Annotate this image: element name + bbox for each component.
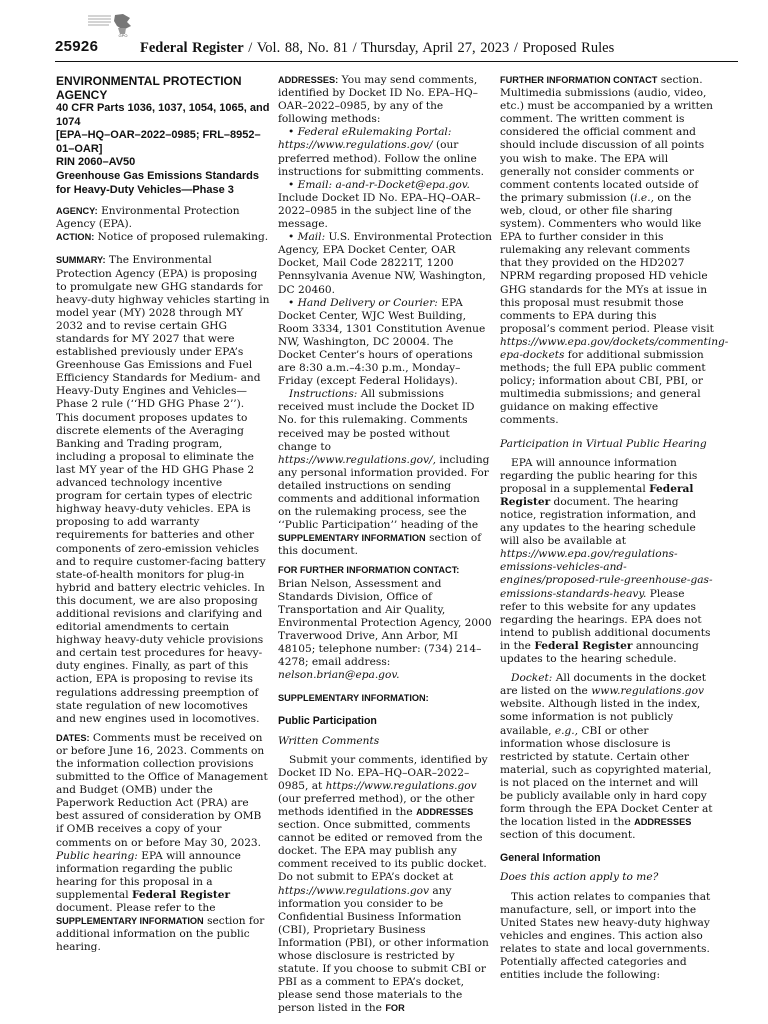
regulations-link-2[interactable]: https://www.regulations.gov: [278, 884, 430, 897]
cfr-parts: 40 CFR Parts 1036, 1037, 1054, 1065, and 1074: [56, 102, 270, 128]
bullet-portal: • Federal eRulemaking Portal: https://www.regulations.gov/ (our preferred method). Follow the online instructions for submitting comments.: [278, 126, 485, 178]
email-link[interactable]: a-and-r-Docket@epa.gov.: [335, 178, 470, 191]
publication-name: Federal Register: [140, 40, 244, 56]
written-comments-paragraph: Submit your comments, identified by Docket ID No. EPA–HQ–OAR–2022–0985, at https://www.regulations.gov (our preferred method), or the other methods identified in the ADDRESSES section. Once submitted, comments cannot be edited or removed from the docket. The EPA may publish any comment received to its public docket. Do not submit to EPA’s docket at https://www.regulations.gov any information you consider to be Confidential Business Information (CBI), Proprietary Business Information (PBI), or other information whose disclosure is restricted by statute. If you choose to submit CBI or PBI as a comment to EPA’s docket, please send those materials to the person listed in the FOR: [278, 753, 489, 1015]
apply-paragraph: This action relates to companies that manufacture, sell, or import into the United States new heavy-duty highway vehicles and engines. This action also relates to state and local governments. Potentially affected categories and entities include the following:: [500, 890, 711, 982]
regulations-link[interactable]: https://www.regulations.gov: [325, 779, 477, 792]
rule-title: Greenhouse Gas Emissions Standards for Heavy-Duty Vehicles—Phase 3: [56, 169, 259, 196]
bullet-email: • Email: a-and-r-Docket@epa.gov. Include Docket ID No. EPA–HQ–OAR–2022–0985 in the subject line of the message.: [278, 178, 481, 231]
agency-line: AGENCY: Environmental Protection Agency (EPA).: [56, 205, 240, 231]
dates-paragraph: DATES: Comments must be received on or before June 16, 2023. Comments on the information collection provisions submitted to the Office of Management and Budget (OMB) under the Paperwork Reduction Act (PRA) are best assured of consideration by OMB if OMB receives a copy of your comments on or before May 30, 2023. Public hearing: EPA will announce information regarding the public hearing for this proposal in a supplemental Federal Register document. Please refer to the SUPPLEMENTARY INFORMATION section for additional information on the public hearing.: [56, 731, 268, 954]
instructions-link[interactable]: https://www.regulations.gov/,: [278, 453, 436, 466]
summary-paragraph: SUMMARY: The Environmental Protection Agency (EPA) is proposing to promulgate new GHG standards for heavy-duty highway vehicles starting in model year (MY) 2028 through MY 2032 and to revise certain GHG standards for MY 2027 that were established previously under EPA’s Greenhouse Gas Emissions and Fuel Efficiency Standards for Medium- and Heavy-Duty Engines and Vehicles—Phase 2 rule (‘‘HD GHG Phase 2’’). This document proposes updates to discrete elements of the Averaging Banking and Trading program, including a proposal to eliminate the last MY year of the HD GHG Phase 2 advanced technology incentive program for certain types of electric highway heavy-duty vehicles. EPA is proposing to add warranty requirements for batteries and other components of zero-emission vehicles and to require customer-facing battery state-of-health monitors for plug-in hybrid and battery electric vehicles. In this document, we are also proposing additional revisions and clarifying and editorial amendments to certain highway heavy-duty vehicle provisions and certain test procedures for heavy-duty engines. Finally, as part of this action, EPA is proposing to revise its regulations addressing preemption of state regulation of new locomotives and new engines used in locomotives.: [56, 254, 270, 725]
svg-text:GPO: GPO: [118, 33, 128, 38]
instructions-paragraph: Instructions: All submissions received must include the Docket ID No. for this rulemaking. Comments received may be posted without change to https://www.regulations.gov/, including any personal information provided. For detailed instructions on sending comments and additional information on the rulemaking process, see the ‘‘Public Participation’’ heading of the SUPPLEMENTARY INFORMATION section of this document.: [278, 388, 490, 558]
virtual-hearing-heading: Participation in Virtual Public Hearing: [500, 437, 707, 450]
general-information-heading: General Information: [500, 852, 601, 865]
virtual-hearing-paragraph: EPA will announce information regarding the public hearing for this proposal in a supplemental Federal Register document. The hearing notice, registration information, and any updates to the hearing schedule will also be available at https://www.epa.gov/regulations-emissions-vehicles-and-engines/proposed-rule-greenhouse-gas-emissions-standards-heavy. Please refer to this website for any updates regarding the hearings. EPA does not intend to publish additional documents in the Federal Register announcing updates to the hearing schedule.: [500, 456, 713, 666]
docket-paragraph: Docket: All documents in the docket are listed on the www.regulations.gov website. Although listed in the index, some information is not publicly available, e.g., CBI or other information whose disclosure is restricted by statute. Certain other material, such as copyrighted material, is not placed on the internet and will be publicly available only in hard copy form through the EPA Docket Center at the location listed in the ADDRESSES section of this document.: [500, 672, 713, 842]
multimedia-paragraph: FURTHER INFORMATION CONTACT section. Multimedia submissions (audio, video, etc.) must be accompanied by a written comment. The written comment is considered the official comment and should include discussion of all points you wish to make. The EPA will generally not consider comments or comment contents located outside of the primary submission (i.e., on the web, cloud, or other file sharing system). Commenters who would like EPA to further consider in this rulemaking any relevant comments that they provided on the HD2027 NPRM regarding proposed HD vehicle GHG standards for the MYs at issue in this proposal must resubmit those comments to EPA during this proposal’s comment period. Please visit https://www.epa.gov/dockets/commenting-epa-dockets for additional submission methods; the full EPA public comment policy; information about CBI, PBI, or multimedia submissions; and general guidance on making effective comments.: [500, 74, 729, 427]
running-head: [140, 40, 614, 57]
page-number: 25926: [55, 38, 99, 55]
docket-number: [EPA–HQ–OAR–2022–0985; FRL–8952–01–OAR]: [56, 129, 261, 155]
portal-link[interactable]: https://www.regulations.gov/: [278, 139, 433, 152]
contact-email-link[interactable]: nelson.brian@epa.gov.: [278, 669, 400, 682]
addresses-paragraph: ADDRESSES: You may send comments, identified by Docket ID No. EPA–HQ–OAR–2022–0985, by any of the following methods:: [278, 74, 478, 126]
supplementary-heading: SUPPLEMENTARY INFORMATION:: [278, 693, 429, 704]
regulations-link-3[interactable]: www.regulations.gov: [591, 685, 704, 698]
hearing-link[interactable]: https://www.epa.gov/regulations-emissions-vehicles-and-engines/proposed-rule-greenhouse-gas-emissions-standards-heavy.: [500, 548, 713, 600]
further-info-paragraph: FOR FURTHER INFORMATION CONTACT: Brian Nelson, Assessment and Standards Division, Office of Transportation and Air Quality, Environmental Protection Agency, 2000 Traverwood Drive, Ann Arbor, MI 48105; telephone number: (734) 214–4278; email address: nelson.brian@epa.gov.: [278, 565, 492, 682]
volume-issue-date: / Vol. 88, No. 81 / Thursday, April 27, 2023 / Proposed Rules: [248, 40, 615, 56]
bullet-hand-delivery: • Hand Delivery or Courier: EPA Docket Center, WJC West Building, Room 3334, 1301 Constitution Avenue NW, Washington, DC 20004. The Docket Center’s hours of operations are 8:30 a.m.–4:30 p.m., Monday–Friday (except Federal Holidays).: [278, 296, 486, 388]
agency-heading: ENVIRONMENTAL PROTECTION AGENCY: [56, 74, 242, 102]
bullet-mail: • Mail: U.S. Environmental Protection Agency, EPA Docket Center, OAR Docket, Mail Code 28221T, 1200 Pennsylvania Avenue NW, Washington, DC 20460.: [278, 231, 492, 296]
rin-number: RIN 2060–AV50: [56, 156, 136, 169]
column-3: [500, 74, 729, 982]
written-comments-heading: Written Comments: [278, 734, 380, 747]
header-rule: [55, 61, 738, 62]
apply-question-heading: Does this action apply to me?: [500, 871, 659, 884]
column-2: [278, 74, 492, 1015]
action-line: ACTION: Notice of proposed rulemaking.: [56, 231, 269, 244]
column-1: [56, 74, 270, 954]
public-participation-heading: Public Participation: [278, 715, 377, 728]
commenting-link[interactable]: https://www.epa.gov/dockets/commenting-epa-dockets: [500, 335, 729, 361]
gpo-authentication-seal-icon: [87, 12, 133, 38]
